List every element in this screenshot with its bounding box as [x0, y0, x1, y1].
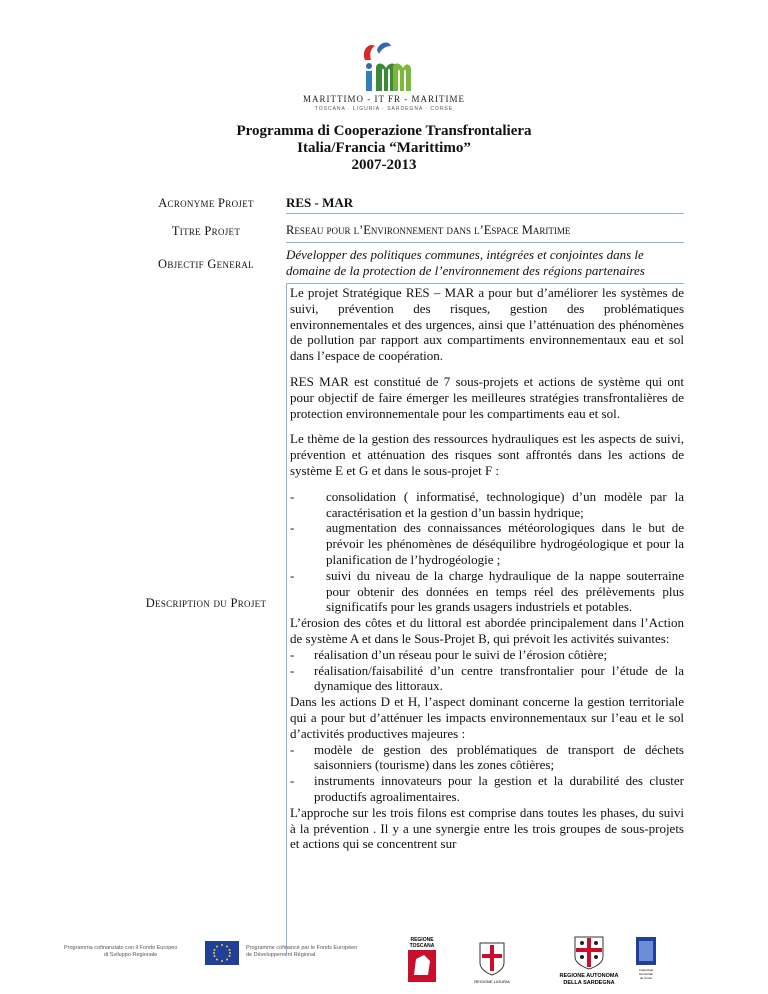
list-item: - modèle de gestion des problématiques de transport de déchets saisonniers (tourisme) dans les zones côtières; — [290, 741, 684, 773]
list-item-text: réalisation d’un réseau pour le suivi de l’érosion côtière; — [314, 646, 608, 662]
description-text — [290, 285, 684, 852]
footer-text-it — [64, 945, 204, 959]
svg-text:REGIONE LIGURIA: REGIONE LIGURIA — [474, 979, 510, 984]
value-acronyme: RES - MAR — [286, 195, 354, 210]
bullet-list — [290, 489, 684, 615]
list-item: - suivi du niveau de la charge hydraulique de la nappe souterraine pour obtenir des données en temps réel des prélèvements plus significatifs pour les grands usagers industriels et potables. — [290, 567, 684, 615]
label-acronyme: Acronyme Projet — [158, 196, 254, 210]
footer-text-line: de Développement Régional — [246, 952, 316, 958]
svg-text:DELLA SARDEGNA: DELLA SARDEGNA — [563, 980, 615, 986]
title-line-3: 2007-2013 — [351, 157, 417, 173]
document-title — [0, 123, 768, 174]
row-separator — [286, 242, 684, 243]
list-item: - réalisation d’un réseau pour le suivi de l’érosion côtière; — [290, 646, 608, 662]
paragraph: Dans les actions D et H, l’aspect dominant concerne la gestion territoriale qui a pour but d’atténuer les impacts environnementaux sur l’eau et le sol d’activités productives majeures : — [290, 694, 684, 741]
paragraph: RES MAR est constitué de 7 sous-projets et actions de système qui ont pour objectif de faire émerger les meilleures stratégies transfrontalières de protection environnementale pour les compartiments eau et sol. — [290, 373, 684, 421]
footer-text-line: Programme cofinancé par le Fonds Européen — [246, 945, 358, 951]
footer-text-line: di Sviluppo Regionale — [104, 952, 158, 958]
liguria-logo-icon — [474, 939, 510, 985]
list-item-text: suivi du niveau de la charge hydraulique de la nappe souterraine pour obtenir des données en temps réel des prélèvements plus significatifs pour les grands usagers industriels et potables. — [326, 567, 684, 615]
corse-logo-icon — [634, 935, 658, 985]
svg-text:Territoriale: Territoriale — [638, 972, 654, 976]
label-objectif: Objectif General — [158, 257, 254, 271]
list-item-text: réalisation/faisabilité d’un centre transfrontalier pour l’étude de la dynamique des littoraux. — [314, 662, 684, 694]
list-item-text: augmentation des connaissances météorologiques dans le but de prévoir les phénomènes de déséquilibre hydrogéologique et pour la planification de l’hydrogéologie ; — [326, 520, 684, 567]
paragraph: Le projet Stratégique RES – MAR a pour but d’améliorer les systèmes de suivi, prévention des risques, gestion des problématiques environnementales et des urgences, ainsi que l’atténuation des phénomènes de pollution par rapport aux compartiments environnementaux eau et sol dans l’espace de coopération. — [290, 285, 684, 364]
footer-logos — [0, 935, 768, 990]
bullet-list — [290, 647, 684, 694]
marittimo-logo-icon — [355, 38, 413, 94]
value-titre: Reseau pour l’Environnement dans l’Espace Maritime — [286, 223, 571, 237]
svg-text:TOSCANA: TOSCANA — [409, 943, 435, 949]
footer-text-fr — [246, 945, 386, 959]
paragraph: L’érosion des côtes et du littoral est abordée principalement dans l’Action de système A et dans le Sous-Projet B, qui prévoit les activités suivantes: — [290, 615, 684, 646]
list-item: - consolidation ( informatisé, technologique) d’un modèle par la caractérisation et la gestion d’un bassin hydrique; — [290, 488, 684, 520]
label-titre: Titre Projet — [171, 224, 241, 238]
list-item: - augmentation des connaissances météorologiques dans le but de prévoir les phénomènes de déséquilibre hydrogéologique et pour la planification de l’hydrogéologie ; — [290, 520, 684, 567]
list-item-text: consolidation ( informatisé, technologique) d’un modèle par la caractérisation et la gestion d’un bassin hydrique; — [326, 488, 684, 520]
list-item-text: modèle de gestion des problématiques de transport de déchets saisonniers (tourisme) dans les zones côtières; — [314, 741, 684, 773]
svg-text:Collectivité: Collectivité — [638, 968, 654, 972]
svg-text:REGIONE: REGIONE — [410, 937, 434, 943]
brand-subtitle: TOSCANA · LIGURIA · SARDEGNA · CORSE — [314, 106, 454, 112]
value-objectif: Développer des politiques communes, intégrées et conjointes dans le domaine de la protection de l’environnement des régions partenaires — [286, 247, 645, 278]
toscana-logo-icon — [404, 935, 440, 985]
footer-text-line: Programma cofinanziato con il Fondo Europeo — [64, 945, 178, 951]
title-line-2: Italia/Francia “Marittimo” — [297, 140, 471, 156]
list-item-text: instruments innovateurs pour la gestion et la durabilité des cluster productifs agroalimentaires. — [314, 773, 684, 804]
list-item: - instruments innovateurs pour la gestion et la durabilité des cluster productifs agroalimentaires. — [290, 773, 684, 804]
paragraph: Le thème de la gestion des ressources hydrauliques est les aspects de suivi, prévention et atténuation des risques sont affrontés dans les actions de système E et G et dans le sous-projet F : — [290, 431, 684, 478]
svg-text:REGIONE AUTONOMA: REGIONE AUTONOMA — [559, 973, 619, 979]
row-separator — [286, 213, 684, 214]
title-line-1: Programma di Cooperazione Transfrontaliera — [236, 123, 532, 139]
sardegna-logo-icon — [556, 935, 622, 987]
list-item: - réalisation/faisabilité d’un centre transfrontalier pour l’étude de la dynamique des littoraux. — [290, 662, 684, 694]
row-separator — [286, 283, 684, 284]
paragraph: L’approche sur les trois filons est comprise dans toutes les phases, du suivi à la prévention . Il y a une synergie entre les trois groupes de sous-projets et actions qui se concentrent sur — [290, 804, 684, 852]
eu-flag-icon — [205, 941, 239, 965]
svg-text:de Corse: de Corse — [639, 976, 653, 980]
label-description: Description du Projet — [145, 596, 267, 610]
brand-name: MARITTIMO - IT FR - MARITIME — [302, 94, 466, 104]
bullet-list — [290, 742, 684, 805]
column-divider — [286, 284, 287, 954]
